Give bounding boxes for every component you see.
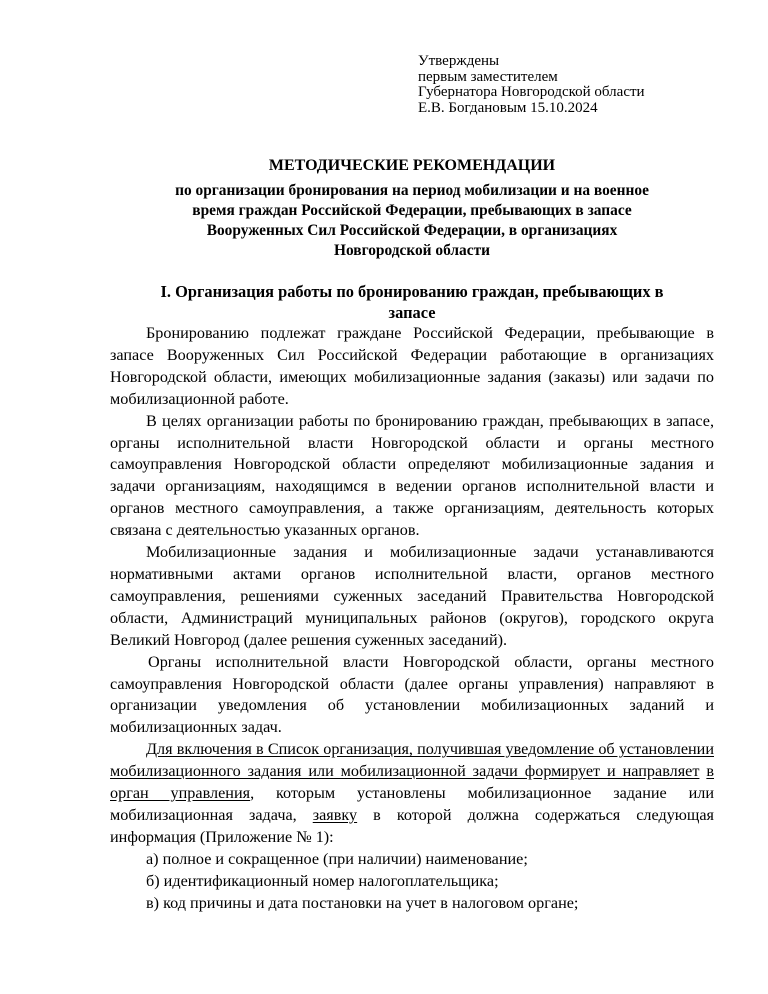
underlined-text: Для включения в Список организация, получившая уведомление об установлении мобилизационного задания или мобилизационной задачи формирует и направляет <box>110 740 714 781</box>
paragraph: Органы исполнительной власти Новгородской области, органы местного самоуправления Новгородской области (далее органы управления) направляют в организации уведомления об установлении мобилизационных заданий и мобилизационных задач. <box>110 652 714 737</box>
underlined-text: заявку <box>312 805 358 824</box>
approval-line: первым заместителем <box>418 68 558 85</box>
approval-block <box>418 54 748 116</box>
paragraph: Бронированию подлежат граждане Российской Федерации, пребывающие в запасе Вооруженных Сил Российской Федерации работающие в организациях Новгородской области, имеющих мобилизационные задания (заказы) или задачи по мобилизационной работе. <box>110 324 714 408</box>
paragraph-text: , которым установлены мобилизационное задание или мобилизационная задача, <box>110 784 714 824</box>
subtitle-line: Вооруженных Сил Российской Федерации, в организациях <box>206 222 618 239</box>
paragraph: В целях организации работы по бронированию граждан, пребывающих в запасе, органы исполнительной власти Новгородской области и органы местного самоуправления Новгородской области определяют мобилизационные задания и задачи организациям, находящимся в ведении органов исполнительной власти и органов местного самоуправления, а также организациям, деятельность которых связана с деятельностью указанных органов. <box>110 411 714 540</box>
subtitle-line: Новгородской области <box>334 242 490 259</box>
approval-line: Е.В. Богдановым 15.10.2024 <box>418 99 598 116</box>
paragraph-text: в которой должна содержаться следующая информация (Приложение № 1): <box>110 805 714 846</box>
paragraph: Мобилизационные задания и мобилизационные задачи устанавливаются нормативными актами органов исполнительной власти, органов местного самоуправления, решениями суженных заседаний Правительства Новгородской области, Администраций муниципальных районов (округов), городского округа Великий Новгород (далее решения суженных заседаний). <box>110 543 714 649</box>
subtitle-line: время граждан Российской Федерации, пребывающих в запасе <box>192 202 632 219</box>
list-item: а) полное и сокращенное (при наличии) наименование; <box>146 849 528 868</box>
approval-line: Губернатора Новгородской области <box>418 84 645 100</box>
document-subtitle <box>110 181 714 261</box>
section-heading <box>110 281 714 323</box>
underlined-text: в орган управления <box>110 762 715 803</box>
document-body <box>110 323 714 914</box>
subtitle-line: по организации бронирования на период мобилизации и на военное <box>175 182 649 199</box>
list-item: в) код причины и дата постановки на учет в налоговом органе; <box>146 893 579 912</box>
list-item: б) идентификационный номер налогоплательщика; <box>146 871 499 890</box>
approval-line: Утверждены <box>418 53 500 69</box>
document-title: МЕТОДИЧЕСКИЕ РЕКОМЕНДАЦИИ <box>268 157 556 174</box>
section-heading-line: запасе <box>388 303 436 322</box>
section-heading-line: I. Организация работы по бронированию граждан, пребывающих в <box>160 282 664 301</box>
paragraph <box>110 739 714 849</box>
